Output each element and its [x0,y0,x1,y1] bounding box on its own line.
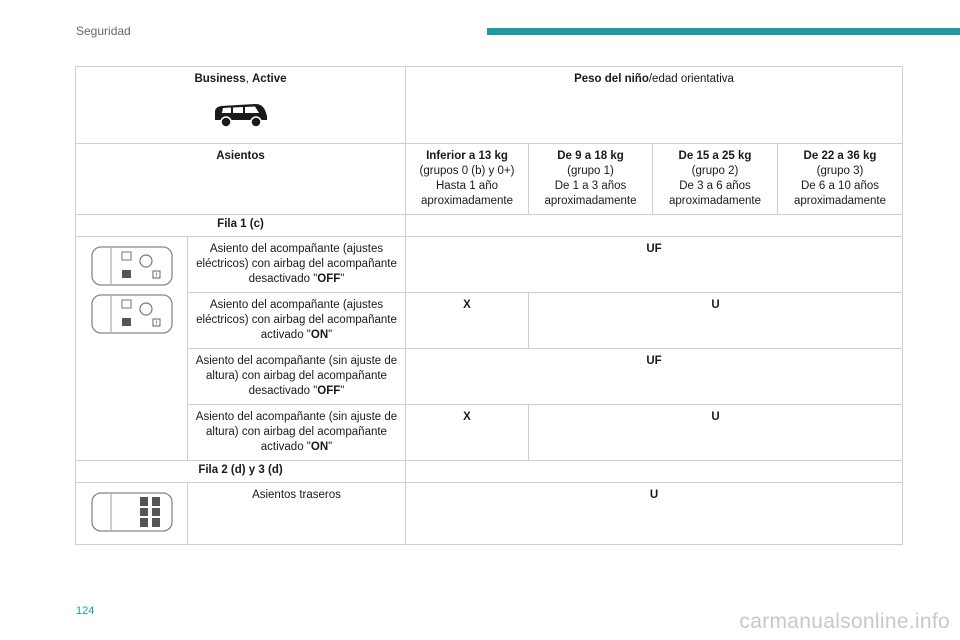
svg-text:!: ! [155,273,157,279]
group-cell: De 9 a 18 kg (grupo 1) De 1 a 3 años aproximadamente [529,144,653,215]
model-cell: Business, Active [76,67,406,144]
group-cell: De 22 a 36 kg (grupo 3) De 6 a 10 años aproximadamente [778,144,903,215]
seat-description: Asiento del acompañante (sin ajuste de altura) con airbag del acompañante activado "ON" [188,405,406,461]
front-seat-row [76,405,903,461]
vehicle-top-view-front-passenger-icon [91,293,173,335]
seat-value: U [406,483,903,545]
seat-value: U [529,405,903,461]
model-name-2: Active [252,73,287,85]
seat-description: Asiento del acompañante (ajustes eléctricos) con airbag del acompañante desactivado "OFF" [188,237,406,293]
groups-row [76,144,903,215]
seat-description: Asientos traseros [188,483,406,545]
section-accent-bar [487,28,960,35]
seat-value: X [406,405,529,461]
seats-label: Asientos [76,144,406,215]
seat-description: Asiento del acompañante (ajustes eléctricos) con airbag del acompañante activado "ON" [188,293,406,349]
row-23-label-row [76,461,903,483]
group-cell: De 15 a 25 kg (grupo 2) De 3 a 6 años aproximadamente [653,144,778,215]
seat-value: UF [406,349,903,405]
seat-value: U [529,293,903,349]
model-name: Business [194,73,246,85]
rear-seat-icon-cell [76,483,188,545]
vehicle-top-view-rear-seats-icon [91,491,173,533]
watermark: carmanualsonline.info [739,610,950,633]
section-title: Seguridad [76,24,131,38]
row-1-label-row [76,215,903,237]
seat-value: UF [406,237,903,293]
row-23-label: Fila 2 (d) y 3 (d) [76,461,406,483]
vehicle-top-view-front-passenger-icon [91,245,173,287]
child-seat-table [75,66,903,545]
weight-header-rest: /edad orientativa [648,73,734,85]
table-header-row [76,67,903,144]
page-number: 124 [76,605,95,617]
front-seat-icons-cell [76,237,188,461]
weight-header-cell [406,67,903,144]
front-seat-row [76,293,903,349]
front-seat-row [76,349,903,405]
seat-description: Asiento del acompañante (sin ajuste de altura) con airbag del acompañante desactivado "OFF" [188,349,406,405]
rear-seat-row [76,483,903,545]
minivan-side-icon [212,101,270,129]
front-seat-row [76,237,903,293]
row-1-label: Fila 1 (c) [76,215,406,237]
group-cell: Inferior a 13 kg (grupos 0 (b) y 0+) Hasta 1 año aproximadamente [406,144,529,215]
svg-text:!: ! [155,321,157,327]
seat-value: X [406,293,529,349]
weight-header-bold: Peso del niño [574,73,649,85]
